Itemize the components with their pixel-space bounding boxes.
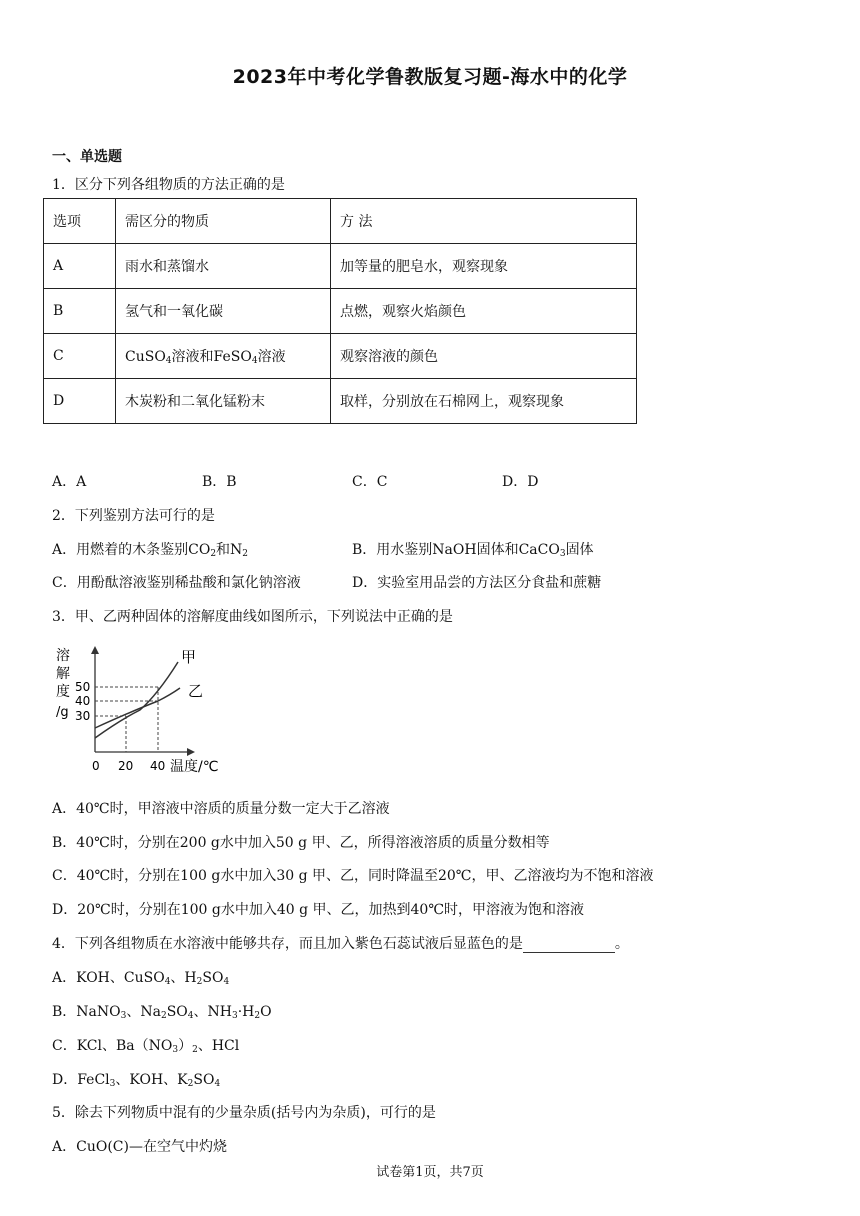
subscript: 4 — [214, 1079, 221, 1089]
choice-text: 固体 — [565, 542, 594, 558]
q1-choice-d[interactable]: D．D — [502, 474, 539, 490]
subscript: 3 — [559, 549, 566, 559]
subscript: 3 — [231, 1011, 238, 1021]
x-tick-label: 40 — [150, 759, 166, 773]
choice-text: B．NaNO — [52, 1004, 121, 1020]
subscript: 2 — [196, 977, 203, 987]
q3-choice-a[interactable]: A．40℃时，甲溶液中溶质的质量分数一定大于乙溶液 — [52, 801, 390, 817]
table-cell-option: A — [44, 244, 116, 289]
q3-stem: 3．甲、乙两种固体的溶解度曲线如图所示，下列说法中正确的是 — [52, 609, 453, 625]
table-cell-substances — [116, 334, 331, 379]
y-tick-label: 50 — [75, 680, 91, 694]
q1-table — [43, 198, 637, 424]
stem-text: 4．下列各组物质在水溶液中能够共存，而且加入紫色石蕊试液后显蓝色的是 — [52, 936, 523, 952]
series-label-jia: 甲 — [181, 648, 197, 666]
subscript: 2 — [210, 549, 217, 559]
x-axis-label: 温度/℃ — [170, 759, 219, 775]
choice-text: A．KOH、CuSO — [52, 970, 165, 986]
answer-blank[interactable] — [523, 938, 615, 953]
table-cell-method: 加等量的肥皂水，观察现象 — [331, 244, 637, 289]
q1-choice-a[interactable]: A．A — [52, 474, 87, 490]
subscript: 2 — [192, 1045, 198, 1055]
choice-text: 、H — [170, 970, 197, 986]
table-row — [44, 289, 637, 334]
choice-text: D．FeCl — [52, 1072, 110, 1088]
formula-text: 溶液 — [257, 349, 286, 365]
subscript: 4 — [251, 356, 258, 366]
table-row — [44, 244, 637, 289]
table-header-row — [44, 199, 637, 244]
ylabel-char: 度 — [56, 684, 70, 700]
subscript: 4 — [165, 356, 172, 366]
q2-choice-c[interactable]: C．用酚酞溶液鉴别稀盐酸和氯化钠溶液 — [52, 575, 301, 591]
ylabel-char: /g — [56, 705, 69, 720]
choice-text: 、NH — [193, 1004, 232, 1020]
subscript: 2 — [160, 1011, 167, 1021]
subscript: 3 — [120, 1011, 127, 1021]
choice-text: B．用水鉴别NaOH固体和CaCO — [352, 542, 560, 558]
subscript: 4 — [223, 977, 230, 987]
table-cell-method: 点燃，观察火焰颜色 — [331, 289, 637, 334]
curve-jia — [95, 662, 178, 738]
choice-text: 、KOH、K — [115, 1072, 188, 1088]
choice-text: ） — [178, 1038, 193, 1054]
q4-choice-c[interactable] — [52, 1035, 239, 1055]
subscript: 4 — [164, 977, 171, 987]
table-header-cell: 方 法 — [331, 199, 637, 244]
q3-choice-c[interactable]: C．40℃时，分别在100 g水中加入30 g 甲、乙，同时降温至20℃，甲、乙溶液均为不饱和溶液 — [52, 868, 654, 884]
table-header-cell: 选项 — [44, 199, 116, 244]
y-tick-label: 30 — [75, 709, 91, 723]
choice-text: 、HCl — [197, 1038, 240, 1054]
page-footer: 试卷第1页，共7页 — [376, 1165, 484, 1180]
table-header-cell: 需区分的物质 — [116, 199, 331, 244]
table-cell-option: D — [44, 379, 116, 424]
table-cell-method: 取样，分别放在石棉网上，观察现象 — [331, 379, 637, 424]
q4-stem — [52, 933, 629, 953]
section-heading: 一、单选题 — [52, 149, 122, 165]
x-axis-arrow-icon — [187, 748, 195, 756]
subscript: 2 — [242, 549, 249, 559]
table-cell-substances: 氢气和一氧化碳 — [116, 289, 331, 334]
table-cell-substances: 木炭粉和二氧化锰粉末 — [116, 379, 331, 424]
choice-text: SO — [202, 970, 224, 986]
q3-choice-d[interactable]: D．20℃时，分别在100 g水中加入40 g 甲、乙，加热到40℃时，甲溶液为饱和溶液 — [52, 902, 584, 918]
y-axis-arrow-icon — [91, 646, 99, 654]
q2-choice-a[interactable] — [52, 539, 248, 559]
table-cell-option: C — [44, 334, 116, 379]
stem-text: 。 — [614, 936, 629, 952]
choice-text: A．用燃着的木条鉴别CO — [52, 542, 211, 558]
table-row — [44, 334, 637, 379]
q1-stem: 1．区分下列各组物质的方法正确的是 — [52, 177, 285, 193]
q1-choice-c[interactable]: C．C — [352, 474, 388, 490]
choice-text: SO — [193, 1072, 215, 1088]
q2-choice-d[interactable]: D．实验室用品尝的方法区分食盐和蔗糖 — [352, 575, 602, 591]
choice-text: C．KCl、Ba（NO — [52, 1038, 173, 1054]
choice-text: 和N — [216, 542, 243, 558]
q4-choice-b[interactable] — [52, 1001, 272, 1021]
subscript: 2 — [254, 1011, 261, 1021]
ylabel-char: 溶 — [56, 648, 70, 664]
page-title: 2023年中考化学鲁教版复习题-海水中的化学 — [232, 66, 628, 88]
subscript: 4 — [187, 1011, 194, 1021]
q1-choice-b[interactable]: B．B — [202, 474, 237, 490]
curve-yi — [95, 688, 180, 728]
q2-choice-b[interactable] — [352, 539, 594, 559]
table-cell-substances: 雨水和蒸馏水 — [116, 244, 331, 289]
y-tick-label: 40 — [75, 694, 91, 708]
table-cell-option: B — [44, 289, 116, 334]
series-label-yi: 乙 — [188, 682, 204, 700]
q5-stem: 5．除去下列物质中混有的少量杂质(括号内为杂质)，可行的是 — [52, 1105, 436, 1121]
table-row — [44, 379, 637, 424]
q4-choice-a[interactable] — [52, 967, 229, 987]
x-tick-label: 0 — [92, 759, 100, 773]
q3-choice-b[interactable]: B．40℃时，分别在200 g水中加入50 g 甲、乙，所得溶液溶质的质量分数相等 — [52, 835, 550, 851]
x-tick-label: 20 — [118, 759, 134, 773]
solubility-graph — [50, 640, 230, 780]
choice-text: O — [260, 1004, 272, 1020]
formula-text: CuSO — [125, 349, 166, 365]
q4-choice-d[interactable] — [52, 1069, 220, 1089]
subscript: 3 — [172, 1045, 179, 1055]
formula-text: 溶液和FeSO — [171, 349, 252, 365]
subscript: 2 — [187, 1079, 194, 1089]
ylabel-char: 解 — [56, 666, 70, 682]
choice-text: SO — [166, 1004, 188, 1020]
table-cell-method: 观察溶液的颜色 — [331, 334, 637, 379]
choice-text: ·H — [237, 1004, 255, 1020]
q2-stem: 2．下列鉴别方法可行的是 — [52, 508, 215, 524]
choice-text: 、Na — [126, 1004, 161, 1020]
q5-choice-a[interactable]: A．CuO(C)—在空气中灼烧 — [52, 1139, 227, 1155]
subscript: 3 — [109, 1079, 116, 1089]
